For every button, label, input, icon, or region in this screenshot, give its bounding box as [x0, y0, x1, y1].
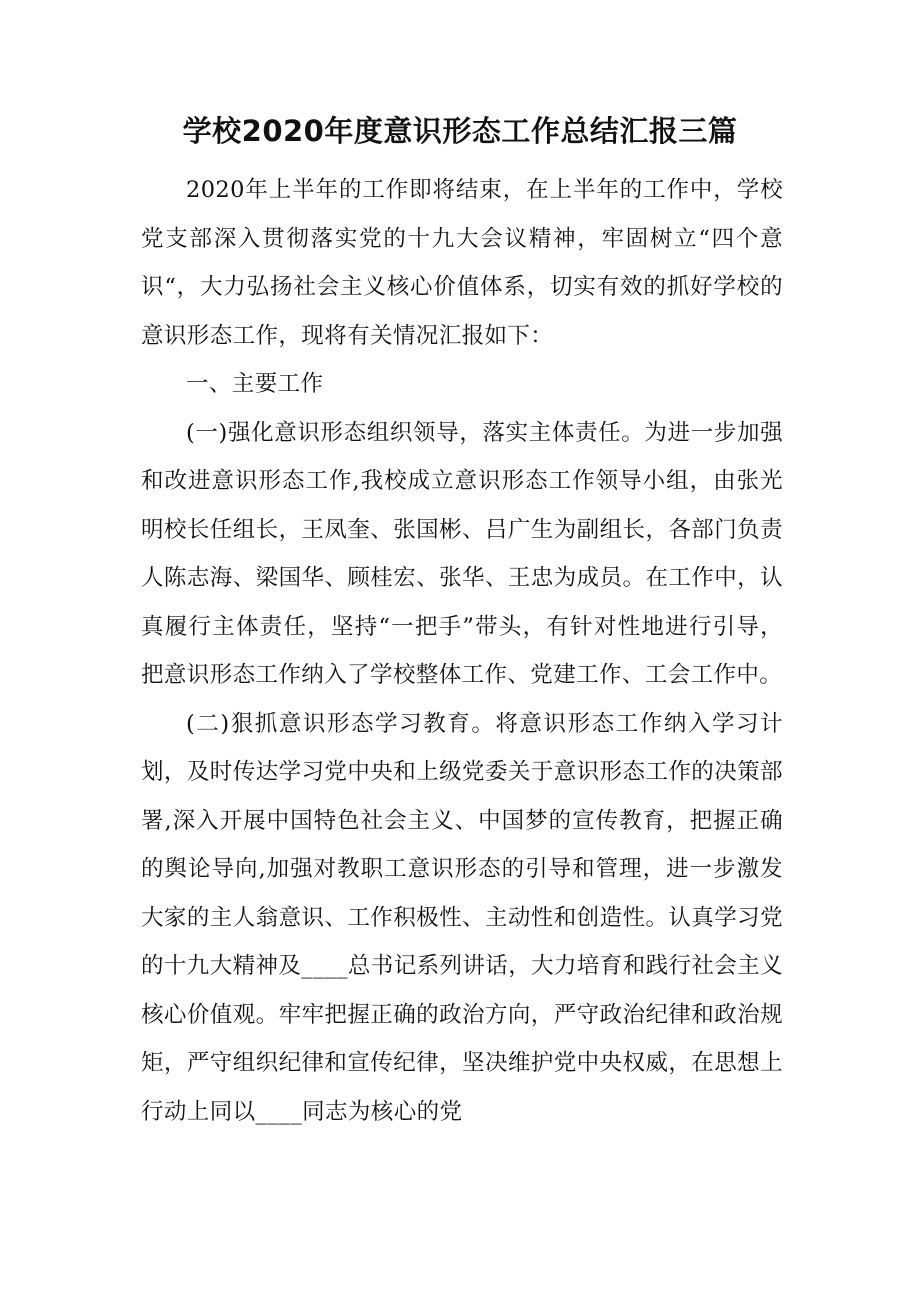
paragraph-section-2: (二)狠抓意识形态学习教育。将意识形态工作纳入学习计划，及时传达学习党中央和上级党委关于意识形态工作的决策部署,深入开展中国特色社会主义、中国梦的宣传教育，把握正确的舆论导向,加强对教职工意识形态的引导和管理，进一步激发大家的主人翁意识、工作积极性、主动性和创造性。认真学习党的十九大精神及____总书记系列讲话，大力培育和践行社会主义核心价值观。牢牢把握正确的政治方向，严守政治纪律和政治规矩，严守组织纪律和宣传纪律，坚决维护党中央权威，在思想上行动上同以____同志为核心的党 — [141, 710, 784, 1125]
section-heading-main-work: 一、主要工作 — [186, 371, 324, 397]
paragraph-intro: 2020年上半年的工作即将结束，在上半年的工作中，学校党支部深入贯彻落实党的十九大会议精神，牢固树立“四个意识“，大力弘扬社会主义核心价值体系，切实有效的抓好学校的意识形态工作，现将有关情况汇报如下： — [141, 177, 783, 349]
document-body — [141, 166, 783, 1136]
paragraph-section-1: (一)强化意识形态组织领导，落实主体责任。为进一步加强和改进意识形态工作,我校成立意识形态工作领导小组，由张光明校长任组长，王凤奎、张国彬、吕广生为副组长，各部门负责人陈志海、梁国华、顾桂宏、张华、王忠为成员。在工作中，认真履行主体责任，坚持“一把手”带头，有针对性地进行引导，把意识形态工作纳入了学校整体工作、党建工作、工会工作中。 — [141, 419, 783, 688]
document-title: 学校2020年度意识形态工作总结汇报三篇 — [182, 114, 738, 148]
